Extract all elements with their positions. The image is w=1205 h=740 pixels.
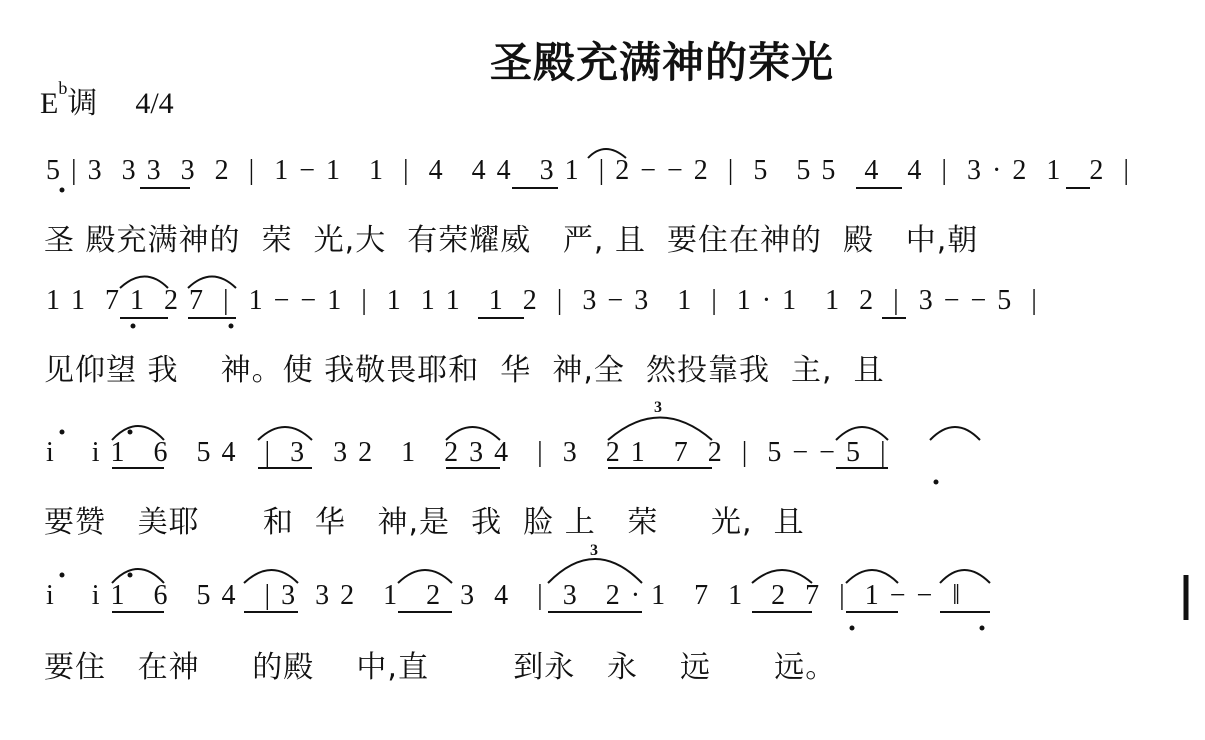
time-signature: 4/4	[135, 87, 174, 120]
low-octave-dot	[934, 480, 939, 485]
lyrics-line-2: 见仰望 我 神。使 我敬畏耶和 华 神,全 然投靠我 主, 且	[44, 353, 885, 388]
key-suffix: 调	[67, 87, 98, 120]
lyrics-line-3: 要赞 美耶 和 华 神,是 我 脸 上 荣 光, 且	[44, 505, 805, 540]
low-octave-dot	[60, 188, 65, 193]
high-octave-dot	[128, 430, 133, 435]
high-octave-dot	[128, 573, 133, 578]
lyrics-line-1: 圣 殿充满神的 荣 光,大 有荣耀威 严, 且 要住在神的 殿 中,朝	[44, 223, 979, 258]
high-octave-dot	[60, 430, 65, 435]
triplet-mark: 3	[590, 542, 598, 559]
notation-line-3: i i 1 6 5 4 | 3 3 2 1 2 3 4 | 3 2 1 7 2 | 5 − − 5 |	[46, 437, 888, 468]
notation-line-1: 5 | 3 3 3 3 2 | 1 − 1 1 | 4 4 4 3 1 | 2 − − 2 | 5 5 5 4 4 | 3 · 2 1 2 |	[46, 155, 1131, 186]
flat-sign: b	[58, 78, 68, 98]
low-octave-dot	[229, 324, 234, 329]
lyrics-line-4: 要住 在神 的殿 中,直 到永 永 远 远。	[44, 650, 837, 685]
key-signature	[40, 78, 174, 122]
notation-line-2: 1 1 7 1 2 7 | 1 − − 1 | 1 1 1 1 2 | 3 − 3 1 | 1 · 1 1 2 | 3 − − 5 |	[46, 285, 1039, 316]
low-octave-dot	[980, 626, 985, 631]
slur-mark	[930, 427, 980, 440]
high-octave-dot	[60, 573, 65, 578]
key-letter: E	[40, 87, 59, 120]
song-title: 圣殿充满神的荣光	[490, 38, 835, 87]
low-octave-dot	[850, 626, 855, 631]
low-octave-dot	[131, 324, 136, 329]
notation-line-4: i i 1 6 5 4 | 3 3 2 1 2 3 4 | 3 2 · 1 7 1 2 7 | 1 − − ‖	[46, 580, 963, 611]
triplet-mark: 3	[654, 399, 662, 416]
